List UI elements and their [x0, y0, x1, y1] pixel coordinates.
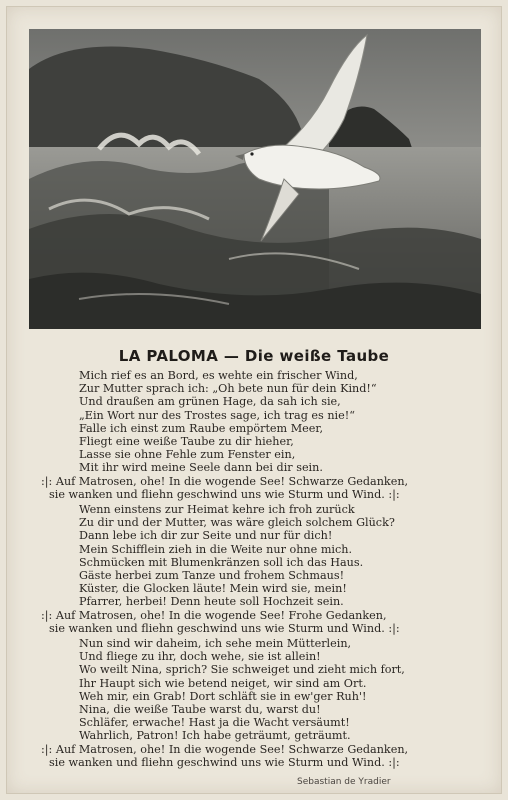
refrain-3: [41, 743, 461, 769]
song-title: LA PALOMA — Die weiße Taube: [118, 347, 390, 365]
verse-line: Gäste herbei zum Tanze und frohem Schmaus!: [79, 568, 345, 582]
seagull-over-sea-illustration: [29, 29, 481, 329]
postcard: [6, 6, 502, 794]
verse-line: „Ein Wort nur des Trostes sage, ich trag es nie!“: [79, 408, 355, 422]
refrain-line: :|: Auf Matrosen, ohe! In die wogende See! Schwarze Gedanken,: [41, 743, 409, 756]
composer-credit: Sebastian de Yradier: [297, 777, 391, 787]
verse-line: Und fliege zu ihr, doch wehe, sie ist allein!: [79, 650, 321, 664]
verse-line: Pfarrer, herbei! Denn heute soll Hochzeit sein.: [79, 595, 344, 609]
verse-line: Zur Mutter sprach ich: „Oh bete nun für dein Kind!“: [79, 382, 377, 396]
verse-line: Mit ihr wird meine Seele dann bei dir sein.: [79, 461, 323, 475]
refrain-2: [41, 609, 461, 635]
verse-line: Falle ich einst zum Raube empörtem Meer,: [79, 421, 324, 435]
verse-line: Schmücken mit Blumenkränzen soll ich das Haus.: [79, 555, 364, 569]
seascape-drawing: [29, 29, 481, 329]
verse-line: Schläfer, erwache! Hast ja die Wacht versäumt!: [79, 716, 350, 730]
verse-line: Nina, die weiße Taube warst du, warst du!: [79, 702, 321, 716]
verse-line: Ihr Haupt sich wie betend neiget, wir sind am Ort.: [79, 676, 367, 690]
verse-line: Lasse sie ohne Fehle zum Fenster ein,: [79, 448, 296, 462]
verse-line: Wenn einstens zur Heimat kehre ich froh zurück: [79, 503, 355, 516]
verse-line: Fliegt eine weiße Taube zu dir hieher,: [79, 434, 294, 448]
stanza-1: [79, 369, 377, 475]
verse-line: Und draußen am grünen Hage, da sah ich sie,: [79, 395, 341, 409]
refrain-line: sie wanken und fliehn geschwind uns wie Sturm und Wind. :|:: [49, 756, 400, 770]
verse-line: Dann lebe ich dir zur Seite und nur für dich!: [79, 529, 333, 543]
stanza-2: [79, 503, 395, 609]
verse-line: Wo weilt Nina, sprich? Sie schweiget und zieht mich fort,: [79, 663, 405, 677]
refrain-line: sie wanken und fliehn geschwind uns wie Sturm und Wind. :|:: [49, 622, 400, 636]
verse-line: Weh mir, ein Grab! Dort schläft sie in ew'ger Ruh'!: [79, 689, 367, 703]
verse-line: Zu dir und der Mutter, was wäre gleich solchem Glück?: [79, 516, 395, 530]
refrain-1: [41, 475, 461, 501]
verse-line: Nun sind wir daheim, ich sehe mein Mütterlein,: [79, 637, 352, 650]
verse-line: Küster, die Glocken läute! Mein wird sie, mein!: [79, 582, 347, 596]
refrain-line: sie wanken und fliehn geschwind uns wie Sturm und Wind. :|:: [49, 488, 400, 502]
stanza-3: [79, 637, 405, 743]
refrain-line: :|: Auf Matrosen, ohe! In die wogende See! Schwarze Gedanken,: [41, 475, 409, 488]
refrain-line: :|: Auf Matrosen, ohe! In die wogende See! Frohe Gedanken,: [41, 609, 387, 622]
verse-line: Wahrlich, Patron! Ich habe geträumt, geträumt.: [79, 729, 351, 743]
verse-line: Mich rief es an Bord, es wehte ein frischer Wind,: [79, 369, 358, 382]
verse-line: Mein Schifflein zieh in die Weite nur ohne mich.: [79, 542, 353, 556]
